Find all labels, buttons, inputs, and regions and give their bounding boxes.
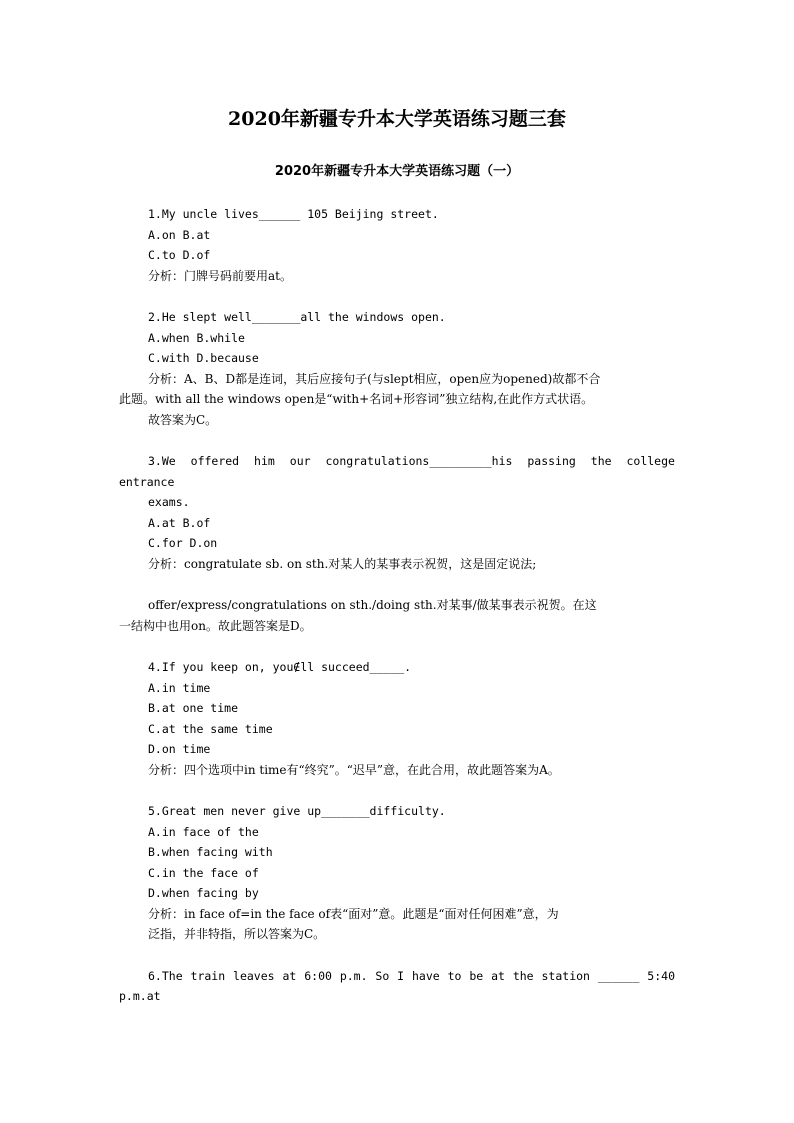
- q2-options-cd: C.with D.because: [148, 351, 259, 365]
- q2-analysis-line-1: 分析：A、B、D都是连词，其后应接句子(与slept相应，open应为opened)故都不合: [148, 371, 601, 386]
- q6-stem-word: 6.The: [148, 968, 183, 983]
- q6-stem-word: train: [190, 968, 226, 983]
- q2-analysis-line-3: 故答案为C。: [148, 412, 218, 427]
- spacer: [119, 574, 675, 595]
- q6-stem-word: ______: [597, 968, 640, 983]
- q3-options-ab: A.at B.of: [148, 515, 211, 530]
- q6-stem-word: at: [491, 968, 505, 983]
- q6-stem-word: be: [469, 968, 484, 983]
- q4-option-a: A.in time: [148, 680, 211, 695]
- document-title: 2020年新疆专升本大学英语练习题三套: [228, 108, 566, 130]
- q6-stem-word: the: [512, 968, 534, 983]
- spacer: [119, 780, 675, 801]
- q2-options-ab: A.when B.while: [148, 330, 245, 345]
- q6-stem-word: have: [411, 968, 440, 983]
- q6-stem-wrap: p.m.at: [119, 989, 161, 1003]
- q3-stem: [119, 451, 675, 472]
- q3-stem-word: him: [254, 454, 275, 468]
- q3-stem-word: college: [626, 454, 675, 468]
- q6-stem-word: I: [397, 968, 405, 983]
- q4-option-d: D.on time: [148, 742, 211, 756]
- q3-options-cd: C.for D.on: [148, 536, 218, 550]
- q4-stem: 4.If you keep on, you∉ll succeed_____.: [148, 660, 412, 674]
- q5-option-c: C.in the face of: [148, 865, 259, 880]
- spacer: [119, 430, 675, 451]
- q3-stem-word: our: [289, 454, 311, 468]
- q6-stem: [119, 966, 675, 987]
- q3-analysis-line-2: offer/express/congratulations on sth./doing sth.对某事/做某事表示祝贺。在这: [148, 598, 597, 612]
- q4-option-c: C.at the same time: [148, 721, 273, 736]
- spacer: [119, 286, 675, 307]
- q5-option-b: B.when facing with: [148, 845, 273, 859]
- q1-analysis: 分析：门牌号码前要用at。: [148, 268, 292, 283]
- q6-stem-word: station: [541, 968, 590, 983]
- q6-stem-word: p.m.: [339, 968, 368, 983]
- q6-stem-word: 5:40: [647, 968, 675, 983]
- q6-stem-word: to: [447, 968, 462, 983]
- q5-stem: 5.Great men never give up_______difficulty.: [148, 804, 446, 818]
- q1-options-ab: A.on B.at: [148, 227, 211, 242]
- q5-analysis-line-1: 分析：in face of=in the face of表“面对”意。此题是“面对任何困难”意，为: [148, 906, 559, 921]
- q3-stem-word: the: [590, 454, 612, 468]
- spacer: [119, 636, 675, 657]
- q6-stem-word: leaves: [233, 968, 275, 983]
- q3-stem-word: congratulations_________his: [325, 454, 513, 468]
- q1-stem: 1.My uncle lives______ 105 Beijing street.: [148, 207, 439, 221]
- q2-analysis-line-2: 此题。with all the windows open是“with+名词+形容词”独立结构,在此作方式状语。: [119, 392, 594, 406]
- q3-analysis-line-1: 分析：congratulate sb. on sth.对某人的某事表示祝贺，这是固定说法;: [148, 556, 537, 571]
- q5-option-a: A.in face of the: [148, 824, 259, 839]
- q4-option-b: B.at one time: [148, 701, 239, 715]
- spacer: [119, 945, 675, 966]
- q6-stem-word: So: [375, 968, 390, 983]
- q3-stem-wrap: entrance: [119, 474, 175, 489]
- q3-stem-word: passing: [527, 454, 576, 468]
- q3-stem-word: 3.We: [148, 454, 176, 468]
- q1-options-cd: C.to D.of: [148, 248, 211, 262]
- q3-analysis-line-3: 一结构中也用on。故此题答案是D。: [119, 618, 312, 633]
- q6-stem-word: at: [282, 968, 297, 983]
- q5-option-d: D.when facing by: [148, 886, 259, 900]
- document-body: [119, 204, 675, 1007]
- q5-analysis-line-2: 泛指，并非特指，所以答案为C。: [148, 927, 326, 941]
- q4-analysis: 分析：四个选项中in time有“终究”。“迟早”意，在此合用，故此题答案为A。: [148, 762, 560, 777]
- q2-stem: 2.He slept well_______all the windows open.: [148, 310, 446, 324]
- q3-stem-continued: exams.: [148, 495, 190, 509]
- q3-stem-word: offered: [190, 454, 240, 468]
- q6-stem-word: 6:00: [304, 968, 332, 983]
- section-subtitle: 2020年新疆专升本大学英语练习题（一）: [274, 164, 520, 179]
